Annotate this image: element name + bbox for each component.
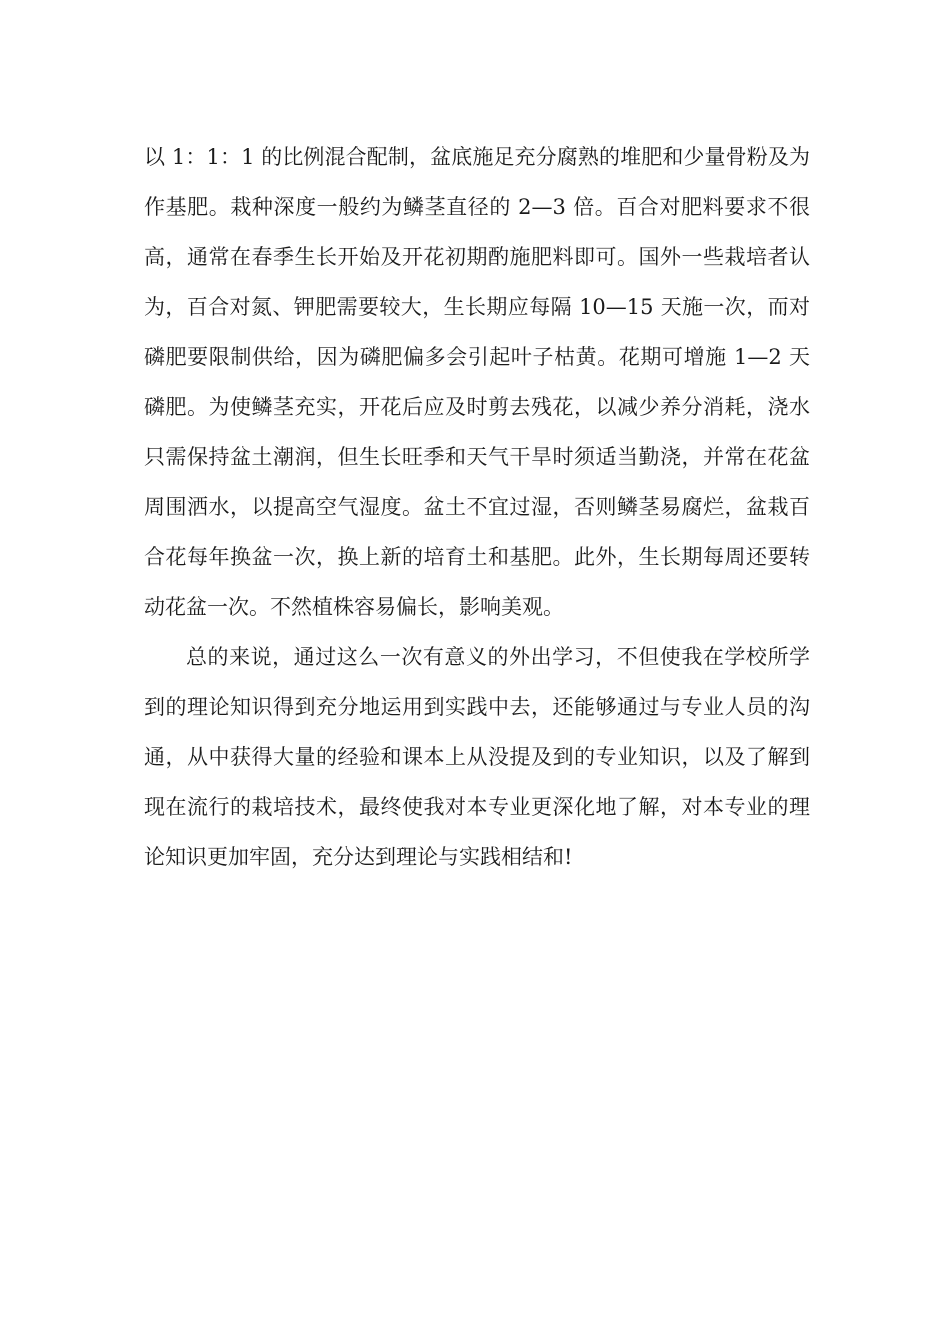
document-body [144,132,810,882]
paragraph-lily-cultivation: 以 1：1：1 的比例混合配制，盆底施足充分腐熟的堆肥和少量骨粉及为作基肥。栽种深度一般约为鳞茎直径的 2—3 倍。百合对肥料要求不很高，通常在春季生长开始及开花初期酌施肥料即可。国外一些栽培者认为，百合对氮、钾肥需要较大，生长期应每隔 10—15 天施一次，而对磷肥要限制供给，因为磷肥偏多会引起叶子枯黄。花期可增施 1—2 天磷肥。为使鳞茎充实，开花后应及时剪去残花，以减少养分消耗，浇水只需保持盆土潮润，但生长旺季和天气干旱时须适当勤浇，并常在花盆周围洒水，以提高空气湿度。盆土不宜过湿，否则鳞茎易腐烂，盆栽百合花每年换盆一次，换上新的培育土和基肥。此外，生长期每周还要转动花盆一次。不然植株容易偏长，影响美观。 [144,145,810,619]
paragraph-summary: 总的来说，通过这么一次有意义的外出学习，不但使我在学校所学到的理论知识得到充分地运用到实践中去，还能够通过与专业人员的沟通，从中获得大量的经验和课本上从没提及到的专业知识，以及了解到现在流行的栽培技术，最终使我对本专业更深化地了解，对本专业的理论知识更加牢固，充分达到理论与实践相结和! [144,645,810,869]
